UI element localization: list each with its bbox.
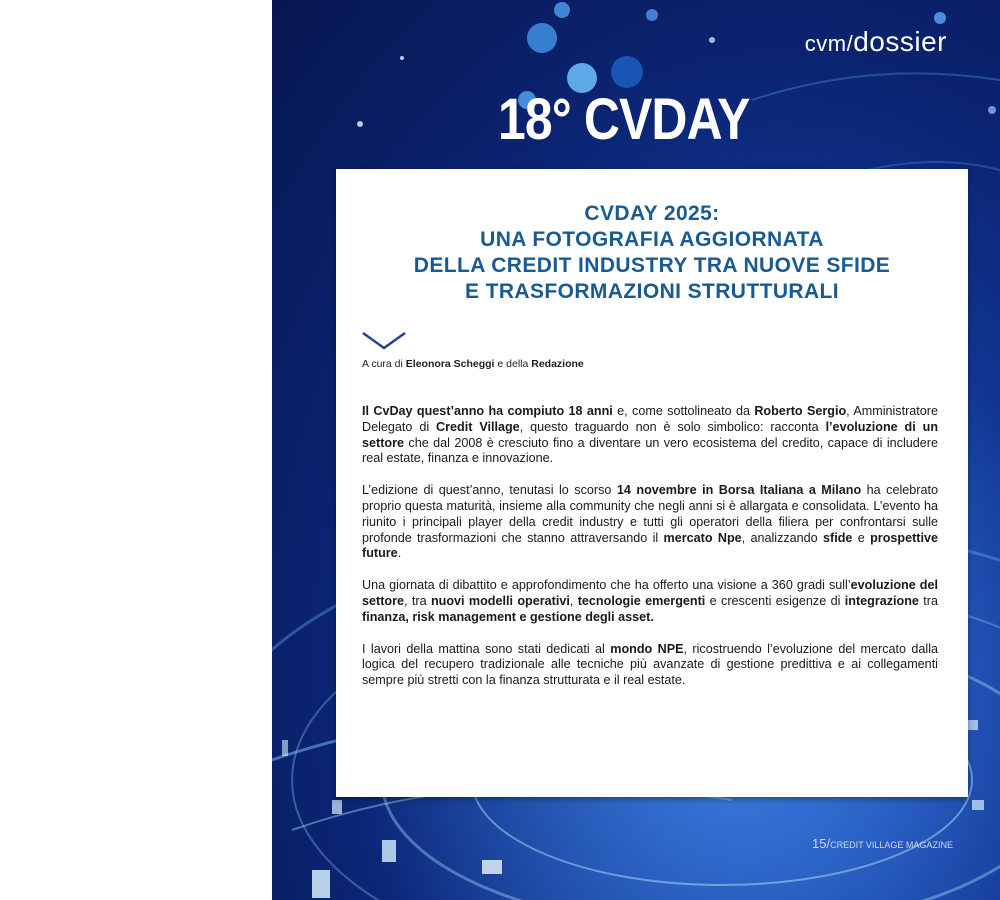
article-paragraph: [362, 642, 938, 689]
text-run: , questo traguardo non è solo simbolico: racconta: [519, 419, 826, 434]
text-run: che dal 2008 è cresciuto fino a diventare un vero ecosistema del credito, capace di includere real estate, finanza e innovazione.: [362, 435, 938, 466]
headline-line: CVDAY 2025:: [584, 202, 720, 225]
bold-text: l’evoluzione di un settore: [362, 419, 939, 450]
text-run: L’edizione di quest’anno, tenutasi lo scorso: [362, 483, 617, 498]
headline-line: DELLA CREDIT INDUSTRY TRA NUOVE SFIDE: [413, 254, 891, 277]
hero-title: 18° CVDAY: [498, 87, 750, 152]
text-run: ha celebrato proprio questa maturità, insieme alla community che negli anni si è allargata e consolidata. L’evento ha riunito i principali player della credit industry e tutti gli operatori della filiera per confrontarsi sulle profonde trasformazioni che stanno attraversando il: [362, 483, 938, 545]
article-paragraph: [362, 483, 938, 562]
byline-prefix: A cura di: [362, 358, 406, 370]
text-run: e, come sottolineato da: [612, 404, 755, 418]
article-paragraph: [362, 578, 938, 625]
bold-text: Roberto Sergio: [754, 404, 847, 418]
text-run: e crescenti esigenze di: [705, 593, 845, 608]
article-body: [362, 404, 938, 705]
text-run: .: [397, 546, 402, 561]
bold-text: sfide: [823, 530, 853, 545]
bold-text: tecnologie emergenti: [577, 593, 706, 608]
page-number: 15/: [812, 836, 831, 851]
bold-text: Il CvDay quest’anno ha compiuto 18 anni: [362, 404, 613, 418]
chevron-down-icon: [362, 331, 406, 351]
bold-text: prospettive future: [362, 530, 938, 561]
text-run: , Amministratore Delegato di: [362, 404, 938, 434]
section-tag: [805, 26, 947, 58]
text-run: , tra: [404, 593, 431, 608]
text-run: ,: [569, 593, 578, 608]
headline-line: UNA FOTOGRAFIA AGGIORNATA: [480, 228, 824, 251]
byline: [362, 358, 584, 370]
byline-author: Eleonora Scheggi: [405, 358, 495, 370]
magazine-name: CREDIT VILLAGE MAGAZINE: [830, 840, 953, 850]
bold-text: integrazione: [844, 593, 919, 608]
text-run: , ricostruendo l’evoluzione del mercato dalla logica del recupero tradizionale alle tecniche più avanzate di gestione predittiva e ai collegamenti sempre più stretti con la finanza strutturata e il real estate.: [362, 641, 939, 688]
bold-text: mondo NPE: [610, 641, 684, 656]
bold-text: nuovi modelli operativi: [430, 593, 570, 608]
bold-text: finanza, risk management e gestione degli asset.: [362, 609, 654, 624]
article-headline: [336, 201, 968, 305]
text-run: e: [852, 530, 871, 545]
text-run: tra: [918, 593, 939, 608]
section-prefix: cvm/: [804, 31, 854, 56]
bold-text: mercato Npe: [663, 530, 742, 545]
article-card: [336, 169, 968, 797]
text-run: I lavori della mattina sono stati dedicati al: [362, 641, 611, 656]
text-run: Una giornata di dibattito e approfondimento che ha offerto una visione a 360 gradi sull’: [362, 578, 851, 593]
page-footer: [812, 836, 953, 851]
text-run: , analizzando: [741, 530, 824, 545]
article-paragraph: [362, 404, 938, 467]
bold-text: 14 novembre in Borsa Italiana a Milano: [616, 483, 862, 498]
byline-middle: e della: [494, 358, 532, 370]
headline-line: E TRASFORMAZIONI STRUTTURALI: [464, 280, 839, 303]
section-name: dossier: [853, 26, 947, 57]
bold-text: Credit Village: [436, 419, 520, 434]
bold-text: evoluzione del settore: [362, 578, 938, 608]
byline-team: Redazione: [531, 358, 584, 370]
